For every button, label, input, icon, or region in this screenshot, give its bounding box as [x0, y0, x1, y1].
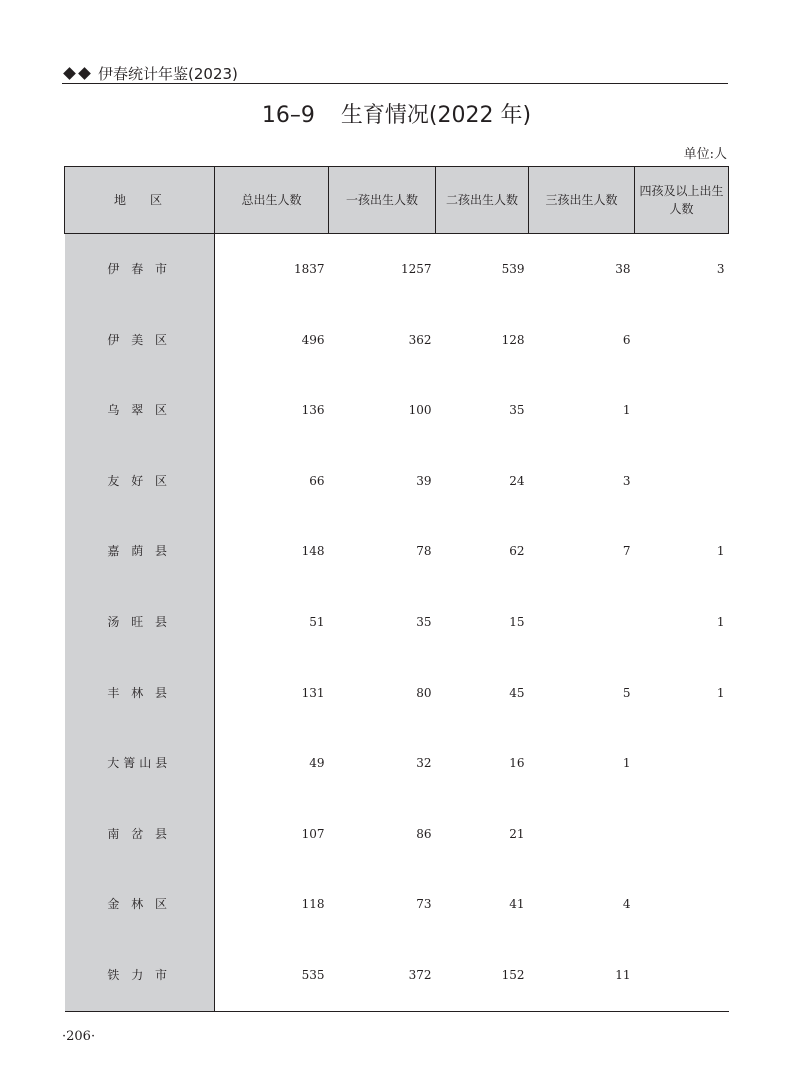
table-row [65, 375, 729, 446]
table-row [65, 234, 729, 305]
second-child-cell: 152 [436, 940, 529, 1011]
table-number: 16–9 [261, 103, 315, 128]
third-child-cell: 4 [622, 897, 631, 912]
region-cell: 丰 林 县 [65, 658, 215, 729]
fourth-plus-child-cell: 1 [716, 614, 725, 629]
fourth-plus-child-cell [635, 869, 729, 940]
table-row [65, 516, 729, 587]
total-cell: 136 [301, 403, 325, 418]
second-child-cell: 128 [501, 332, 525, 347]
table-header-row [65, 167, 729, 234]
region-cell: 汤 旺 县 [65, 587, 215, 658]
region-cell: 伊 美 区 [65, 305, 215, 376]
fourth-plus-child-cell [635, 799, 729, 870]
first-child-cell: 372 [329, 940, 436, 1011]
table-row [65, 305, 729, 376]
column-header-third-child: 三孩出生人数 [529, 167, 635, 234]
third-child-cell: 6 [622, 332, 631, 347]
fourth-plus-child-cell: 1 [716, 685, 725, 700]
fourth-plus-child-cell [635, 305, 729, 376]
second-child-cell: 539 [501, 262, 525, 276]
column-header-first-child: 一孩出生人数 [329, 167, 436, 234]
table-row [65, 446, 729, 517]
region-cell: 南 岔 县 [65, 799, 215, 870]
second-child-cell: 15 [509, 614, 525, 629]
fourth-plus-child-cell [635, 375, 729, 446]
fourth-plus-child-cell [635, 940, 729, 1011]
region-cell: 乌 翠 区 [65, 375, 215, 446]
second-child-cell: 41 [509, 897, 525, 912]
unit-label: 单位:人 [683, 147, 727, 162]
total-cell: 1837 [293, 262, 325, 276]
total-cell: 118 [301, 897, 325, 912]
total-cell: 131 [301, 685, 325, 700]
birth-statistics-table [64, 166, 729, 1012]
third-child-cell: 3 [622, 473, 631, 488]
total-cell: 49 [309, 756, 325, 771]
second-child-cell: 45 [509, 685, 525, 700]
running-head-text: 伊春统计年鉴(2023) [98, 64, 238, 83]
total-cell: 51 [309, 614, 325, 629]
table-row [65, 799, 729, 870]
column-header-total: 总出生人数 [215, 167, 329, 234]
first-child-cell: 362 [408, 332, 432, 347]
second-child-cell: 16 [509, 756, 525, 771]
third-child-cell: 5 [622, 685, 631, 700]
first-child-cell: 1257 [400, 262, 432, 276]
first-child-cell: 35 [416, 614, 432, 629]
column-header-fourth-plus-child: 四孩及以上出生人数 [635, 167, 729, 234]
first-child-cell: 80 [416, 685, 432, 700]
total-cell: 148 [301, 544, 325, 559]
page-title [0, 98, 793, 129]
fourth-plus-child-cell [635, 446, 729, 517]
fourth-plus-child-cell: 3 [716, 262, 725, 276]
third-child-cell: 11 [529, 940, 635, 1011]
running-head [62, 62, 238, 84]
column-header-second-child: 二孩出生人数 [436, 167, 529, 234]
table-row [65, 728, 729, 799]
table-row [65, 587, 729, 658]
region-cell: 金 林 区 [65, 869, 215, 940]
second-child-cell: 62 [509, 544, 525, 559]
first-child-cell: 86 [416, 826, 432, 841]
fourth-plus-child-cell: 1 [716, 544, 725, 559]
first-child-cell: 78 [416, 544, 432, 559]
second-child-cell: 21 [509, 826, 525, 841]
column-header-region: 地区 [65, 167, 215, 234]
third-child-cell: 38 [615, 262, 631, 276]
fourth-plus-child-cell [635, 728, 729, 799]
region-cell: 友 好 区 [65, 446, 215, 517]
diamond-bullets-icon [62, 69, 92, 78]
third-child-cell: 1 [622, 403, 631, 418]
third-child-cell: 7 [622, 544, 631, 559]
first-child-cell: 73 [416, 897, 432, 912]
first-child-cell: 32 [416, 756, 432, 771]
region-cell: 嘉 荫 县 [65, 516, 215, 587]
second-child-cell: 24 [509, 473, 525, 488]
first-child-cell: 100 [408, 403, 432, 418]
region-cell: 伊 春 市 [65, 234, 215, 305]
region-cell: 大箐山县 [65, 728, 215, 799]
total-cell: 535 [215, 940, 329, 1011]
region-cell: 铁 力 市 [65, 940, 215, 1011]
table-row [65, 940, 729, 1011]
total-cell: 107 [301, 826, 325, 841]
page-number: ·206· [62, 1029, 96, 1044]
first-child-cell: 39 [416, 473, 432, 488]
third-child-cell [529, 799, 635, 870]
table-row [65, 869, 729, 940]
total-cell: 496 [301, 332, 325, 347]
second-child-cell: 35 [509, 403, 525, 418]
total-cell: 66 [309, 473, 325, 488]
table-title: 生育情况(2022 年) [340, 103, 532, 128]
third-child-cell: 1 [622, 756, 631, 771]
third-child-cell [529, 587, 635, 658]
table-row [65, 658, 729, 729]
header-rule [62, 83, 728, 84]
